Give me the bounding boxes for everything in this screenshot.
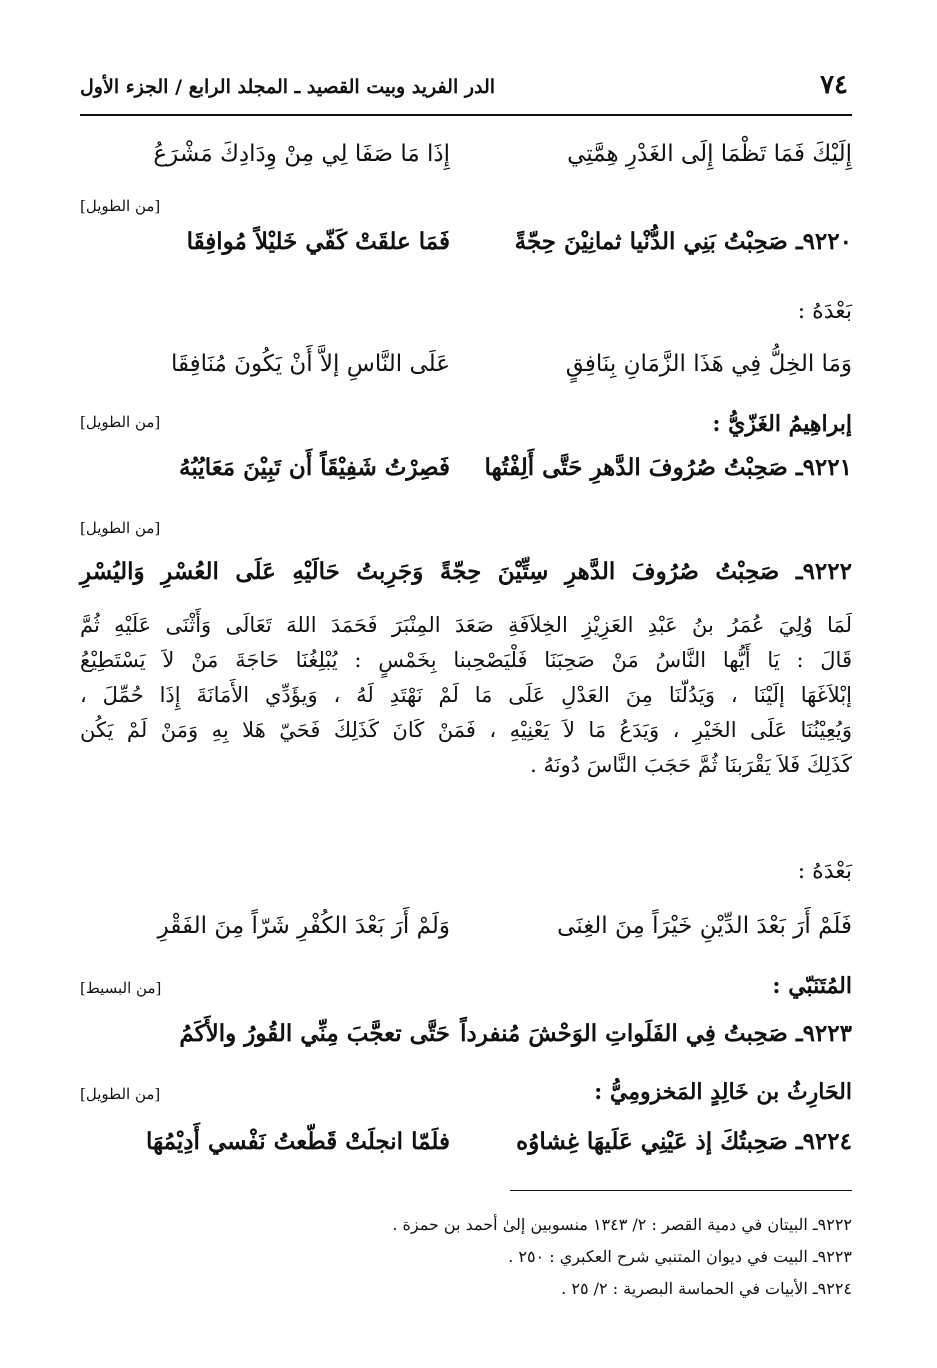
verse-line-9220 (80, 220, 852, 264)
verse-first-hemistich: وَمَا الخِلُّ فِي هَذَا الزَّمَانِ بِنَافِقٍ (565, 351, 852, 377)
book-page (80, 60, 852, 1350)
prose-line: لَمَا وُلِيَ عُمَرُ بنُ عَبْدِ العَزِيْزِ الخِلاَفَةِ صَعَدَ المِنْبَرَ فَحَمَدَ اللهَ تَعَالَى وَأَثْنَى عَلَيْهِ ثُمَّ (80, 613, 852, 637)
footnote: ٩٢٢٢ـ البيتان في دمية القصر : ٢/ ١٣٤٣ منسوبين إلىٰ أحمد بن حمزة . (392, 1215, 852, 1234)
verse-second-hemistich: وَلَمْ أَرَ بَعْدَ الكُفْرِ شَرّاً مِنَ الفَقْرِ (157, 913, 450, 939)
verse-second-hemistich: إِذَا مَا صَفَا لِي مِنْ وِدَادِكَ مَشْرَعُ (153, 141, 450, 167)
footnote: ٩٢٢٤ـ الأبيات في الحماسة البصرية : ٢/ ٢٥ . (561, 1279, 852, 1298)
prose-line: وَيُعِيْنُنَا عَلَى الخَيْرِ ، وَيَدَعُ مَا لاَ يَعْنِيْهِ ، فَمَنْ كَانَ كَذَلِكَ فَحَيّ هَلا بِهِ وَمَنْ لَمْ يَكُن (80, 718, 852, 742)
verse-line-9222: ٩٢٢٢ـ صَحِبْتُ صُرُوفَ الدَّهرِ سِتِّيْنَ حِجّةً وَجَرِبتُ حَالَيْهِ عَلَى العُسْرِ وَاليُسْرِ (80, 558, 852, 585)
prose-paragraph (80, 608, 852, 783)
prose-line: إبْلاَغَهَا إلَيْنَا ، وَيَدُلّنَا مِنَ العَدْلِ عَلَى مَا لَمْ نَهْتَدِ لَهُ ، وَيؤَدِّي الأَمَانَةَ إِذَا حُمِّلَ ، (80, 683, 852, 707)
verse-line (80, 132, 852, 176)
verse-line (80, 342, 852, 386)
footnote: ٩٢٢٣ـ البيت في ديوان المتنبي شرح العكبري : ٢٥٠ . (508, 1247, 852, 1266)
verse-second-hemistich: عَلَى النَّاسِ إلاَّ أَنْ يَكُونَ مُنَافِقَا (170, 351, 450, 377)
verse-first-hemistich: ٩٢٢٤ـ صَحِبتُكَ إذ عَيْنِي عَلَيهَا غِشاوُه (516, 1128, 852, 1155)
meter-label: [من الطويل] (80, 1085, 161, 1103)
verse-first-hemistich: ٩٢٢٠ـ صَحِبْتُ بَنِي الدُّنْيا ثمانِيْنَ حِجّةً (514, 228, 852, 255)
verse-line-9221 (80, 446, 852, 490)
verse-first-hemistich: فَلَمْ أَرَ بَعْدَ الدِّيْنِ خَيْرَاً مِنَ الغِنَى (557, 913, 852, 939)
verse-first-hemistich: ٩٢٢٣ـ صَحِبتُ فِي الفَلَواتِ الوَحْشَ مُنفرداً (460, 1020, 852, 1047)
verse-second-hemistich: فلَمّا انجلَتْ قَطّعتُ نَفْسي أَدِيْمُهَا (146, 1128, 450, 1155)
poet-name: إبراهِيمُ الغَزّيُّ : (712, 411, 852, 437)
verse-second-hemistich: فَمَا علقَتْ كَفّي خَليْلاً مُوافِقَا (186, 228, 450, 255)
poet-name: المُتَنَبّي : (772, 973, 852, 999)
meter-label: [من الطويل] (80, 519, 161, 537)
section-label: بَعْدَهُ : (797, 859, 852, 884)
section-label: بَعْدَهُ : (797, 299, 852, 324)
meter-label: [من البسيط] (80, 979, 162, 997)
poet-name: الحَارِثُ بن خَالِدٍ المَخزومِيُّ : (594, 1079, 852, 1105)
page-number: ٧٤ (820, 70, 848, 100)
footnote-divider (510, 1190, 852, 1191)
page-header (80, 70, 852, 110)
verse-line-9223 (80, 1012, 852, 1056)
prose-line: كَذَلِكَ فَلاَ يَقْرَبنَا ثُمَّ حَجَبَ النَّاسَ دُونَهُ . (530, 753, 852, 777)
header-divider (80, 114, 852, 116)
prose-line: قَالَ : يَا أَيُّها النَّاسُ مَنْ صَحِبَنَا فَلْيَصْحِبنا بِخَمْسٍ : يُبْلِغُنَا حَاجَةَ مَنْ لاَ يَسْتَطِيْعُ (80, 648, 852, 672)
running-title: الدر الفريد وبيت القصيد ـ المجلد الرابع / الجزء الأول (80, 76, 496, 98)
verse-second-hemistich: فَصِرْتُ شَفِيْقَاً أَن تَبِيْنَ مَعَايُبُهُ (179, 454, 450, 481)
verse-line-9224 (80, 1120, 852, 1164)
meter-label: [من الطويل] (80, 197, 161, 215)
verse-first-hemistich: ٩٢٢١ـ صَحِبْتُ صُرُوفَ الدَّهرِ حَتَّى أَلِفْتُها (484, 454, 852, 481)
verse-first-hemistich: إِلَيْكَ فَمَا تَظْمَا إِلَى الغَدْرِ هِمَّتِي (567, 141, 852, 167)
verse-line (80, 904, 852, 948)
verse-second-hemistich: حَتَّى تعجَّبَ مِنِّي القُورُ والأَكَمُ (179, 1020, 450, 1047)
meter-label: [من الطويل] (80, 413, 161, 431)
